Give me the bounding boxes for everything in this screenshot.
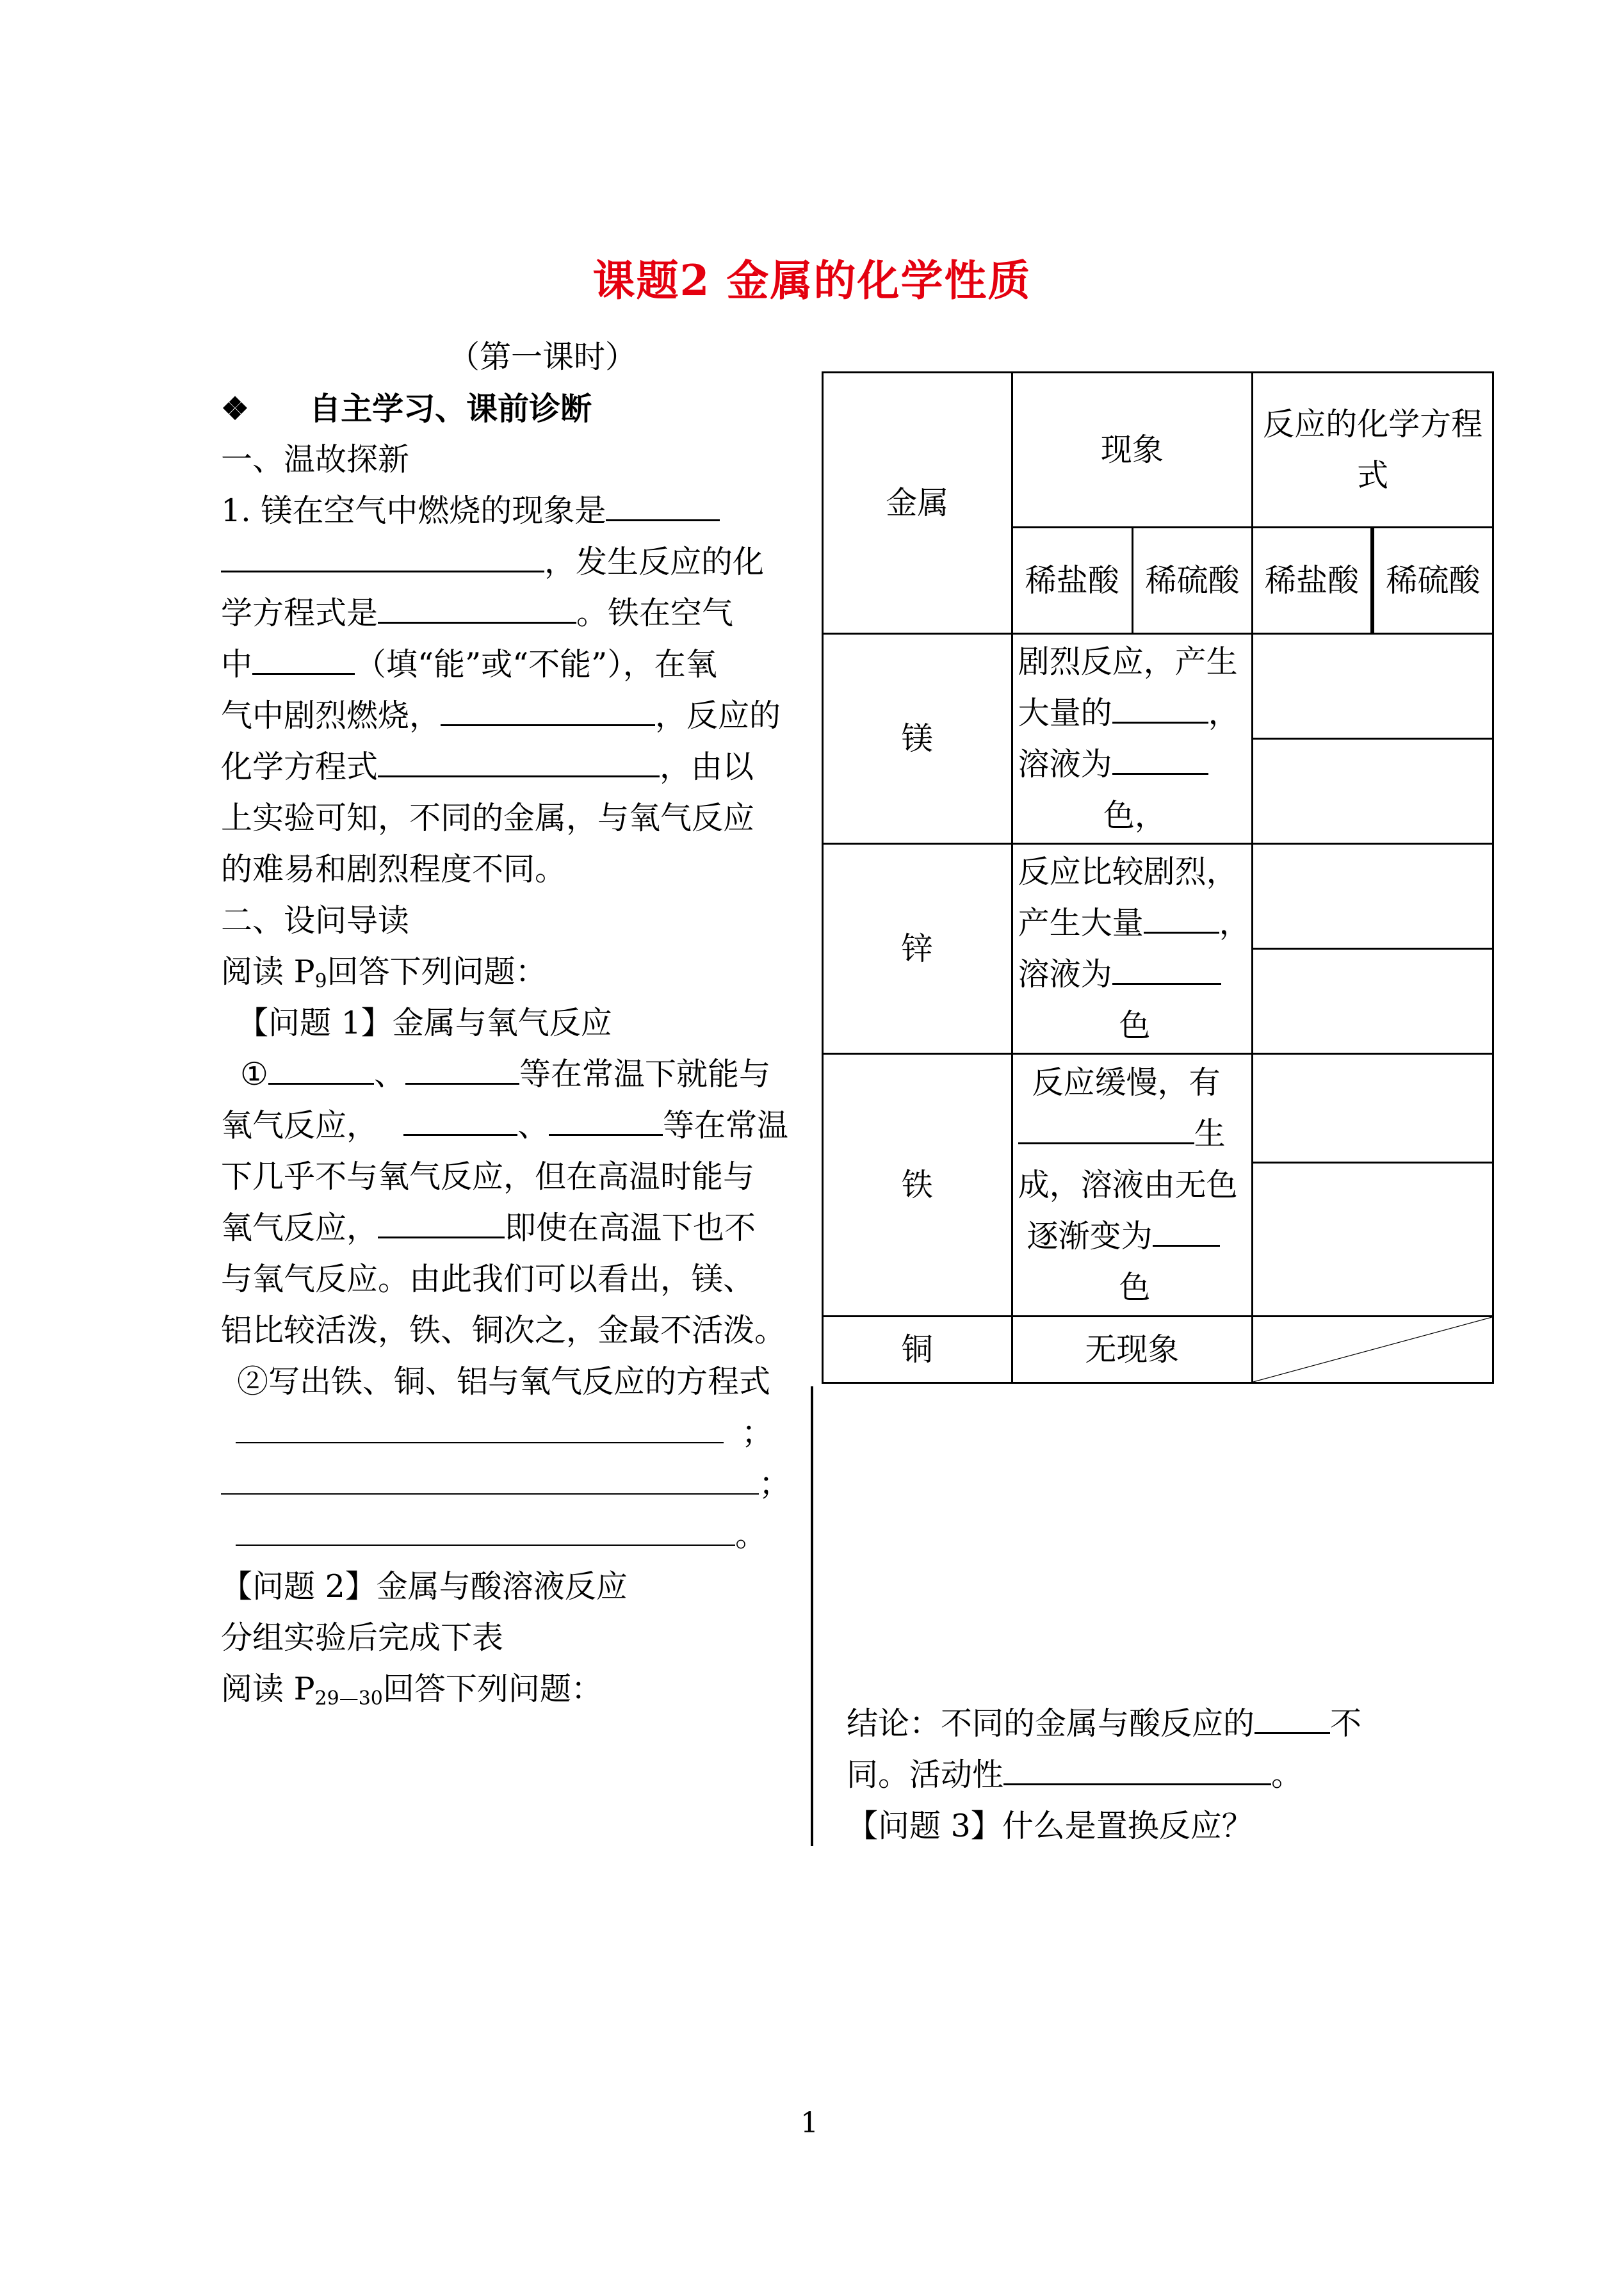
- equation-cell-zinc-hcl[interactable]: [1253, 844, 1493, 949]
- text: 阅读 P: [221, 1671, 315, 1707]
- equation-line-2: [221, 1459, 790, 1510]
- question-2-title: 【问题 2】金属与酸溶液反应: [221, 1568, 628, 1605]
- header-metal: 金属: [823, 373, 1012, 634]
- text: 结论：不同的金属与酸反应的: [847, 1705, 1255, 1742]
- text: [1018, 688, 1252, 739]
- equation-cell-zinc-h2so4[interactable]: [1253, 949, 1493, 1054]
- page-number: 1: [800, 2107, 818, 2139]
- equation-cell-magnesium-hcl[interactable]: [1253, 634, 1493, 739]
- blank-field[interactable]: [221, 1466, 759, 1495]
- header-equation: [1253, 373, 1493, 528]
- text: 大量的: [1018, 694, 1112, 731]
- question-1-title: 【问题 1】金属与氧气反应: [237, 1005, 612, 1041]
- subheader-hcl: 稀盐酸: [1012, 528, 1132, 634]
- blank-field[interactable]: [1018, 1109, 1194, 1144]
- text: [1018, 949, 1252, 1000]
- text: ①: [240, 1056, 268, 1092]
- period-label: （第一课时）: [448, 339, 637, 375]
- blank-field[interactable]: [1003, 1750, 1271, 1785]
- phenomenon-iron: [1012, 1054, 1253, 1317]
- text: 色: [1119, 1007, 1151, 1044]
- column-divider: [811, 1386, 813, 1846]
- guide-heading: 二、设问导读: [221, 902, 410, 939]
- text: ，: [1219, 904, 1251, 941]
- text: 阅读 P: [221, 953, 315, 990]
- question-2-instruction: 分组实验后完成下表: [221, 1619, 504, 1656]
- text: [1018, 1108, 1252, 1160]
- text: ，由以: [660, 749, 754, 785]
- text: 色: [1119, 1269, 1151, 1306]
- diamond-bullet-icon: ❖: [221, 390, 249, 427]
- equation-line-3: [236, 1510, 767, 1561]
- blank-field[interactable]: [1112, 688, 1208, 724]
- conclusion-line-2: [847, 1749, 1303, 1801]
- read-instruction-2: [221, 1664, 603, 1724]
- text: 中: [221, 646, 253, 683]
- text: 溶液为: [1018, 955, 1112, 993]
- header-equation-line1: 反应的化学方程: [1263, 405, 1483, 442]
- q1-line-b: [221, 1100, 788, 1151]
- metal-iron: 铁: [823, 1054, 1012, 1317]
- blank-field[interactable]: [405, 1050, 519, 1085]
- header-phenomenon: 现象: [1012, 373, 1253, 528]
- text: 回答下列问题：: [382, 1671, 603, 1707]
- equation-line-1: [236, 1407, 773, 1459]
- text: 即使在高温下也不: [505, 1210, 756, 1246]
- header-equation-line2: 式: [1357, 457, 1389, 494]
- blank-field[interactable]: [1153, 1212, 1220, 1247]
- text: 产生大量: [1018, 904, 1144, 941]
- text: [1018, 898, 1252, 949]
- q1-line-e: 与氧气反应。由此我们可以看出，镁、: [221, 1261, 755, 1297]
- blank-field[interactable]: [221, 537, 544, 572]
- text: ，反应的: [655, 697, 781, 734]
- q1-line-f: 铝比较活泼，铁、铜次之，金最不活泼。: [221, 1312, 786, 1349]
- text: [1018, 739, 1252, 790]
- subscript: 29—30: [314, 1687, 383, 1710]
- text: 不: [1330, 1705, 1362, 1742]
- equation-cell-copper-crossed: [1253, 1317, 1493, 1383]
- text: 1. 镁在空气中燃烧的现象是: [221, 492, 606, 529]
- subscript: 9: [314, 970, 327, 993]
- q1-line-a: [240, 1049, 770, 1100]
- text: 气中剧烈燃烧，: [221, 697, 441, 734]
- text: 成，溶液由无色: [1018, 1166, 1238, 1203]
- metal-magnesium: 镁: [823, 634, 1012, 844]
- blank-field[interactable]: [378, 588, 576, 624]
- phenomenon-zinc: [1012, 844, 1253, 1054]
- phenomenon-magnesium: [1012, 634, 1253, 844]
- metal-copper: 铜: [823, 1317, 1012, 1383]
- q1-line-d: [221, 1203, 756, 1254]
- blank-field[interactable]: [403, 1101, 517, 1136]
- review-q1-line1: [221, 485, 720, 537]
- diagonal-slash: [1253, 1317, 1492, 1382]
- subheader-h2so4: 稀硫酸: [1372, 528, 1493, 634]
- results-table: [822, 371, 1494, 1384]
- subheader-hcl: 稀盐酸: [1253, 528, 1372, 634]
- text: 。: [1271, 1756, 1303, 1793]
- text: 。: [735, 1517, 767, 1553]
- text: 等在常温: [663, 1107, 789, 1144]
- text: [1018, 1211, 1252, 1262]
- blank-field[interactable]: [378, 1203, 505, 1238]
- text: 、: [373, 1056, 405, 1092]
- text: 回答下列问题：: [327, 953, 547, 990]
- text: 氧气反应，: [221, 1210, 378, 1246]
- review-heading: 一、温故探新: [221, 441, 410, 478]
- blank-field[interactable]: [606, 486, 720, 521]
- text: 。铁在空气: [576, 595, 734, 631]
- metal-zinc: 锌: [823, 844, 1012, 1054]
- subheader-h2so4: 稀硫酸: [1132, 528, 1252, 634]
- blank-field[interactable]: [378, 742, 660, 777]
- text: 色，: [1103, 797, 1166, 834]
- blank-field[interactable]: [441, 691, 655, 726]
- q1-line-c: 下几乎不与氧气反应，但在高温时能与: [221, 1158, 755, 1195]
- section-label: 自主学习、课前诊断: [309, 390, 592, 427]
- question-3-title: 【问题 3】什么是置换反应？: [847, 1808, 1253, 1844]
- blank-field[interactable]: [1112, 950, 1221, 985]
- blank-field[interactable]: [236, 1415, 724, 1443]
- text: 化学方程式: [221, 749, 378, 785]
- blank-field[interactable]: [1144, 898, 1219, 934]
- conclusion-line-1: [847, 1698, 1361, 1749]
- blank-field[interactable]: [1255, 1699, 1330, 1734]
- text: 等在常温下就能与: [519, 1056, 770, 1092]
- text: 反应缓慢，有: [1032, 1064, 1221, 1101]
- blank-field[interactable]: [268, 1050, 374, 1085]
- equation-cell-magnesium-h2so4[interactable]: [1253, 739, 1493, 844]
- text: 反应比较剧烈，: [1018, 853, 1238, 890]
- text: 剧烈反应，产生: [1018, 643, 1238, 680]
- text: ；: [742, 1415, 774, 1451]
- review-q1-line5: [221, 690, 781, 742]
- review-q1-line2: [221, 537, 764, 588]
- text: 同。活动性: [847, 1756, 1004, 1793]
- text: 、: [517, 1107, 549, 1144]
- text: 氧气反应，: [221, 1107, 378, 1144]
- blank-field[interactable]: [252, 640, 355, 675]
- blank-field[interactable]: [549, 1101, 663, 1136]
- text: ，发生反应的化: [544, 544, 765, 580]
- review-q1-line6: [221, 742, 754, 793]
- equation-cell-iron-hcl[interactable]: [1253, 1054, 1493, 1163]
- text: 溶液为: [1018, 745, 1112, 783]
- blank-field[interactable]: [236, 1518, 735, 1546]
- blank-field[interactable]: [1112, 740, 1208, 775]
- q1-line-g: ②写出铁、铜、铝与氧气反应的方程式: [237, 1363, 771, 1400]
- review-q1-line8: 的难易和剧烈程度不同。: [221, 851, 567, 888]
- text: ；: [759, 1466, 791, 1502]
- text: ，: [1208, 694, 1240, 731]
- text: 逐渐变为: [1027, 1217, 1153, 1254]
- text: （填“能”或“不能”），在氧: [355, 646, 717, 683]
- equation-cell-iron-h2so4[interactable]: [1253, 1163, 1493, 1317]
- text: 生: [1194, 1115, 1226, 1152]
- review-q1-line7: 上实验可知，不同的金属，与氧气反应: [221, 800, 755, 836]
- page-title: 课题2 金属的化学性质: [592, 255, 1032, 305]
- phenomenon-copper: 无现象: [1012, 1317, 1253, 1383]
- text: 学方程式是: [221, 595, 378, 631]
- review-q1-line4: [221, 639, 717, 690]
- section-heading: [221, 383, 592, 434]
- review-q1-line3: [221, 588, 733, 639]
